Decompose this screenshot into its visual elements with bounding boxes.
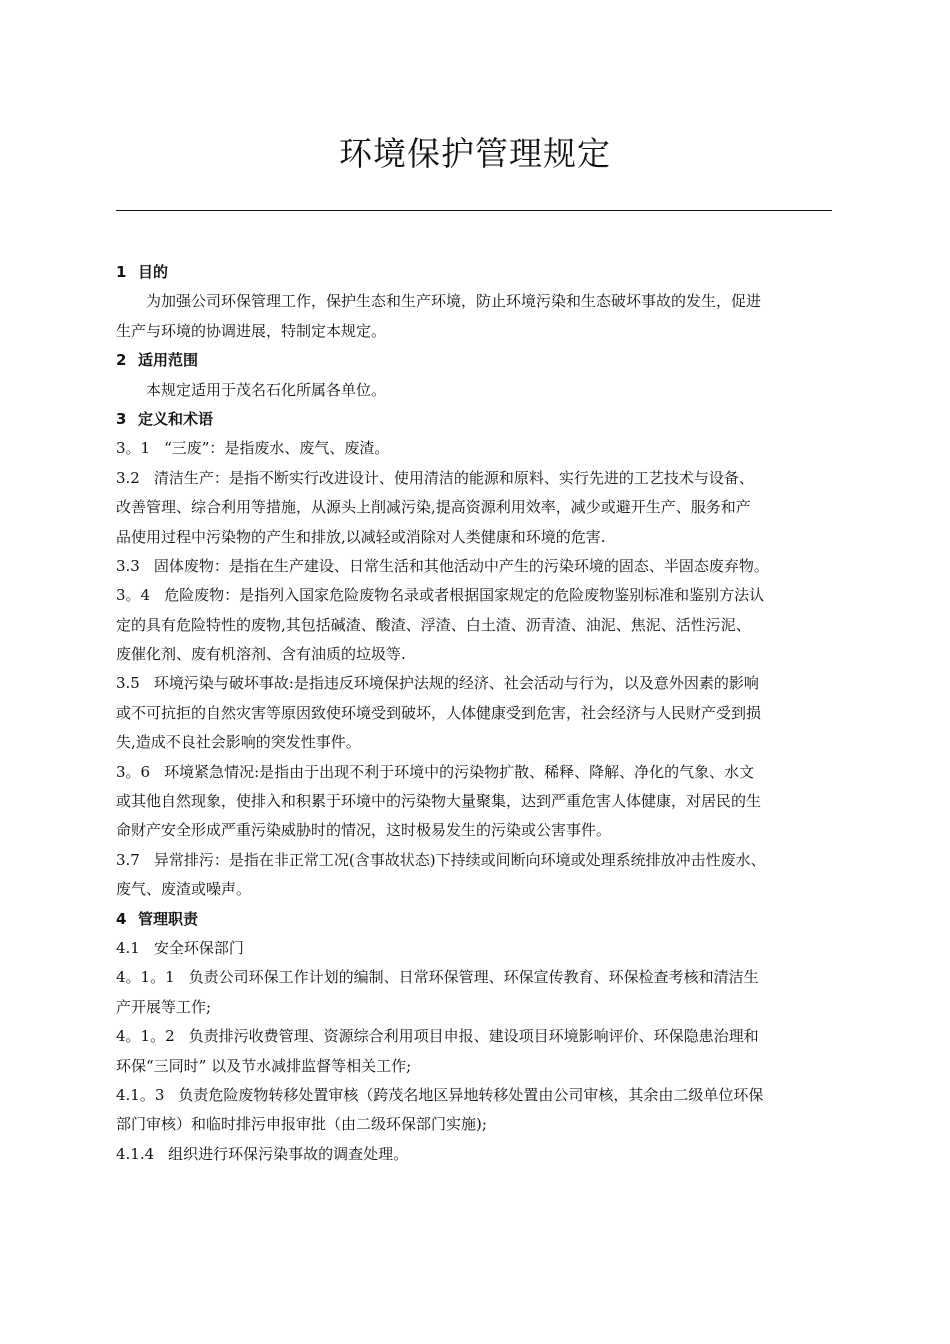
- responsibility-4-1-2: 4。1。2 负责排污收费管理、资源综合利用项目申报、建设项目环境影响评价、环保隐患治理和: [116, 1027, 759, 1046]
- responsibility-4-1: 4.1 安全环保部门: [116, 938, 244, 957]
- document-title: 环境保护管理规定: [339, 134, 611, 173]
- section-heading-3: 3 定义和术语: [116, 409, 214, 428]
- definition-3-6: 3。6 环境紧急情况:是指由于出现不利于环境中的污染物扩散、稀释、降解、净化的气象、水文: [116, 762, 755, 781]
- section-heading-2: 2 适用范围: [116, 351, 199, 370]
- paragraph-line: 或其他自然现象，使排入和积累于环境中的污染物大量聚集，达到严重危害人体健康，对居民的生: [116, 792, 762, 811]
- paragraph-line: 命财产安全形成严重污染威胁时的情况，这时极易发生的污染或公害事件。: [116, 821, 612, 840]
- definition-3-7: 3.7 异常排污：是指在非正常工况(含事故状态)下持续或间断向环境或处理系统排放冲击性废水、: [116, 850, 766, 869]
- title-divider: [116, 210, 832, 211]
- paragraph-line: 为加强公司环保管理工作，保护生态和生产环境，防止环境污染和生态破坏事故的发生，促进: [146, 292, 762, 311]
- paragraph-line: 定的具有危险特性的废物,其包括碱渣、酸渣、浮渣、白土渣、沥青渣、油泥、焦泥、活性污泥、: [116, 615, 751, 634]
- document-body: [116, 258, 842, 1169]
- paragraph-line: 废气、废渣或噪声。: [116, 880, 252, 899]
- paragraph-line: 改善管理、综合利用等措施，从源头上削减污染,提高资源利用效率，减少或避开生产、服务和产: [116, 498, 751, 517]
- paragraph-line: 废催化剂、废有机溶剂、含有油质的垃圾等.: [116, 645, 406, 664]
- paragraph-line: 本规定适用于茂名石化所属各单位。: [146, 380, 387, 399]
- definition-3-4: 3。4 危险废物：是指列入国家危险废物名录或者根据国家规定的危险废物鉴别标准和鉴别方法认: [116, 586, 765, 605]
- paragraph-line: 品使用过程中污染物的产生和排放,以减轻或消除对人类健康和环境的危害.: [116, 527, 606, 546]
- definition-3-3: 3.3 固体废物：是指在生产建设、日常生活和其他活动中产生的污染环境的固态、半固态废弃物。: [116, 556, 769, 575]
- definition-3-1: 3。1 “三废”：是指废水、废气、废渣。: [116, 439, 390, 458]
- paragraph-line: 产开展等工作;: [116, 997, 212, 1016]
- section-heading-1: 1 目的: [116, 263, 169, 281]
- paragraph-line: 生产与环境的协调进展，特制定本规定。: [116, 321, 387, 340]
- paragraph-line: 失,造成不良社会影响的突发性事件。: [116, 733, 361, 752]
- paragraph-line: 部门审核）和临时排污申报审批（由二级环保部门实施);: [116, 1115, 487, 1134]
- paragraph-line: 或不可抗拒的自然灾害等原因致使环境受到破坏，人体健康受到危害，社会经济与人民财产受到损: [116, 703, 762, 722]
- responsibility-4-1-4: 4.1.4 组织进行环保污染事故的调查处理。: [116, 1144, 409, 1163]
- section-heading-4: 4 管理职责: [116, 909, 199, 928]
- paragraph-line: 环保“三同时” 以及节水减排监督等相关工作;: [116, 1056, 412, 1075]
- responsibility-4-1-1: 4。1。1 负责公司环保工作计划的编制、日常环保管理、环保宣传教育、环保检查考核和清洁生: [116, 968, 759, 987]
- responsibility-4-1-3: 4.1。3 负责危险废物转移处置审核（跨茂名地区异地转移处置由公司审核，其余由二级单位环保: [116, 1085, 764, 1104]
- definition-3-5: 3.5 环境污染与破坏事故:是指违反环境保护法规的经济、社会活动与行为，以及意外因素的影响: [116, 674, 759, 693]
- definition-3-2: 3.2 清洁生产：是指不断实行改进设计、使用清洁的能源和原料、实行先进的工艺技术与设备、: [116, 468, 754, 487]
